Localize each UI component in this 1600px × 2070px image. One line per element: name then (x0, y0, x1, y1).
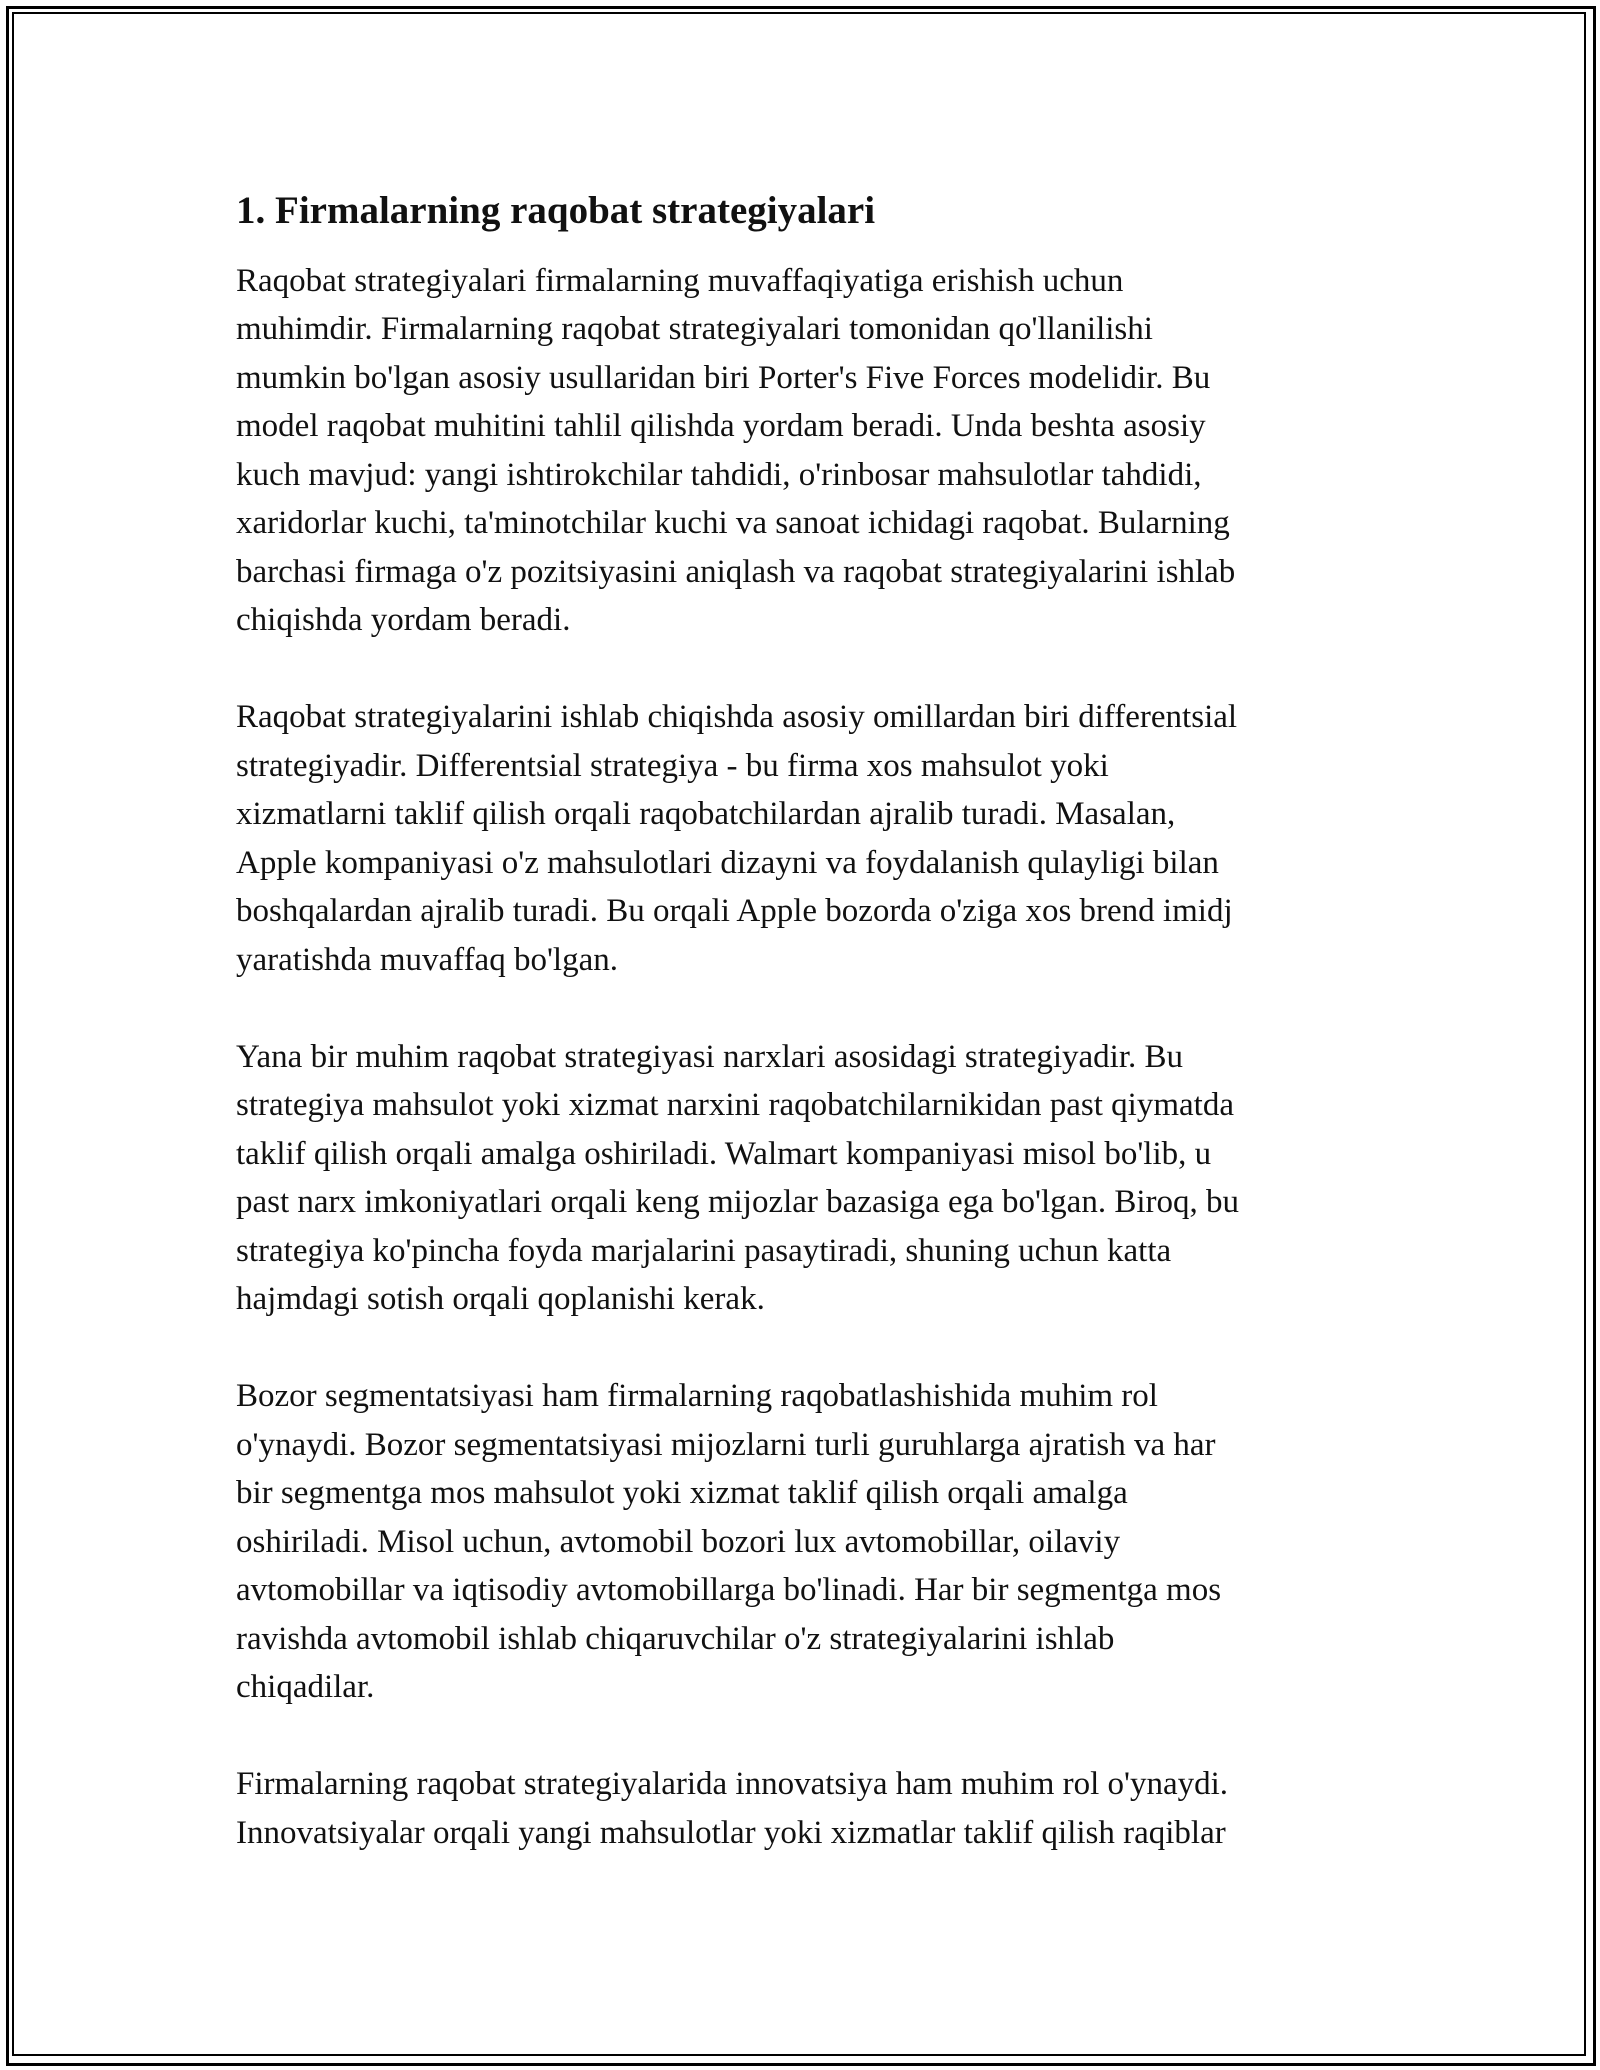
text-line: mumkin bo'lgan asosiy usullaridan biri Porter's Five Forces modelidir. Bu (236, 359, 1211, 396)
text-line: strategiyadir. Differentsial strategiya - bu firma xos mahsulot yoki (236, 747, 1109, 784)
text-line: barchasi firmaga o'z pozitsiyasini aniqlash va raqobat strategiyalarini ishlab (236, 553, 1236, 590)
section-heading: 1. Firmalarning raqobat strategiyalari (236, 189, 876, 232)
text-line: oshiriladi. Misol uchun, avtomobil bozori lux avtomobillar, oilaviy (236, 1523, 1121, 1560)
text-line: bir segmentga mos mahsulot yoki xizmat taklif qilish orqali amalga (236, 1475, 1128, 1512)
paragraph-1 (236, 257, 1366, 645)
paragraph-5 (236, 1760, 1366, 1857)
text-line: xaridorlar kuchi, ta'minotchilar kuchi va sanoat ichidagi raqobat. Bularning (236, 505, 1230, 542)
text-line: avtomobillar va iqtisodiy avtomobillarga bo'linadi. Har bir segmentga mos (236, 1572, 1222, 1609)
text-line: past narx imkoniyatlari orqali keng mijozlar bazasiga ega bo'lgan. Biroq, bu (236, 1184, 1239, 1221)
text-line: Bozor segmentatsiyasi ham firmalarning raqobatlashishida muhim rol (236, 1378, 1158, 1415)
text-line: boshqalardan ajralib turadi. Bu orqali Apple bozorda o'ziga xos brend imidj (236, 893, 1233, 930)
text-line: Raqobat strategiyalari firmalarning muvaffaqiyatiga erishish uchun (236, 262, 1124, 299)
text-line: Raqobat strategiyalarini ishlab chiqishda asosiy omillardan biri differentsial (236, 699, 1238, 736)
text-line: Yana bir muhim raqobat strategiyasi narxlari asosidagi strategiyadir. Bu (236, 1038, 1184, 1075)
paragraph-2 (236, 693, 1366, 984)
text-line: kuch mavjud: yangi ishtirokchilar tahdidi, o'rinbosar mahsulotlar tahdidi, (236, 456, 1202, 493)
text-line: hajmdagi sotish orqali qoplanishi kerak. (236, 1281, 765, 1318)
text-line: o'ynaydi. Bozor segmentatsiyasi mijozlarni turli guruhlarga ajratish va har (236, 1426, 1216, 1463)
text-line: yaratishda muvaffaq bo'lgan. (236, 941, 618, 978)
text-line: model raqobat muhitini tahlil qilishda yordam beradi. Unda beshta asosiy (236, 408, 1206, 445)
document-body (236, 180, 1366, 1906)
text-line: Innovatsiyalar orqali yangi mahsulotlar yoki xizmatlar taklif qilish raqiblar (236, 1814, 1226, 1851)
text-line: chiqadilar. (236, 1669, 375, 1706)
text-line: Firmalarning raqobat strategiyalarida innovatsiya ham muhim rol o'ynaydi. (236, 1766, 1229, 1803)
text-line: muhimdir. Firmalarning raqobat strategiyalari tomonidan qo'llanilishi (236, 311, 1153, 348)
text-line: xizmatlarni taklif qilish orqali raqobatchilardan ajralib turadi. Masalan, (236, 796, 1176, 833)
paragraph-3 (236, 1033, 1366, 1324)
text-line: Apple kompaniyasi o'z mahsulotlari dizayni va foydalanish qulayligi bilan (236, 844, 1219, 881)
text-line: taklif qilish orqali amalga oshiriladi. Walmart kompaniyasi misol bo'lib, u (236, 1135, 1212, 1172)
text-line: strategiya mahsulot yoki xizmat narxini raqobatchilarnikidan past qiymatda (236, 1087, 1234, 1124)
text-line: ravishda avtomobil ishlab chiqaruvchilar o'z strategiyalarini ishlab (236, 1620, 1115, 1657)
text-line: strategiya ko'pincha foyda marjalarini pasaytiradi, shuning uchun katta (236, 1232, 1172, 1269)
paragraph-4 (236, 1372, 1366, 1712)
text-line: chiqishda yordam beradi. (236, 602, 571, 639)
